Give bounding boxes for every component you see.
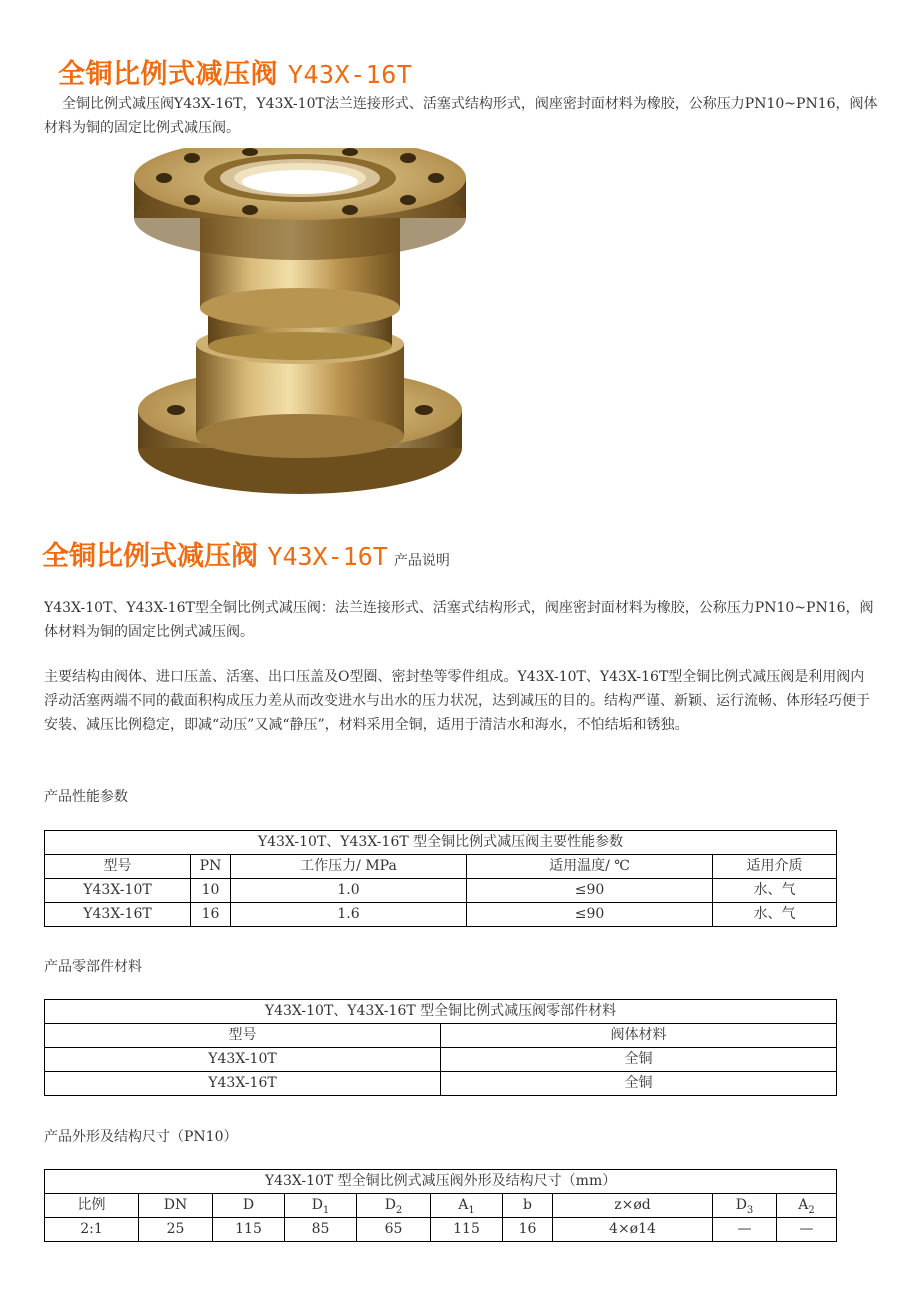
header-subscript: 1 [468,1204,475,1216]
materials-table [44,999,837,1096]
section-heading-materials: 产品零部件材料 [44,959,142,975]
table-caption: Y43X-10T 型全铜比例式减压阀外形及结构尺寸（mm） [45,1170,837,1194]
header-cell [285,1194,357,1218]
header-text: A [458,1197,469,1213]
header-subscript: 2 [808,1204,815,1216]
table-cell: — [777,1218,837,1242]
table-header-row [45,1194,837,1218]
header-cell [357,1194,431,1218]
title2-zh: 全铜比例式减压阀 [42,541,258,572]
table-cell: 10 [191,879,231,903]
table-cell: 2:1 [45,1218,139,1242]
header-cell [431,1194,503,1218]
table-row [45,1048,837,1072]
header-text: D [384,1197,396,1213]
table-cell: 115 [213,1218,285,1242]
page-title [58,52,412,91]
description-paragraph-1: Y43X-10T、Y43X-16T型全铜比例式减压阀：法兰连接形式、活塞式结构形式，阀座密封面材料为橡胶，公称压力PN10~PN16，阀体材料为铜的固定比例式减压阀。 [44,600,874,640]
header-cell: z×ød [553,1194,713,1218]
table-header-row [45,1024,837,1048]
title-model: Y43X-16T [287,60,413,89]
table-cell: 4×ø14 [553,1218,713,1242]
table-cell: 85 [285,1218,357,1242]
header-cell: 阀体材料 [441,1024,837,1048]
title2-model: Y43X-16T [267,542,388,571]
table-cell: — [713,1218,777,1242]
header-text: D [311,1197,323,1213]
title-zh: 全铜比例式减压阀 [58,59,278,90]
header-cell: b [503,1194,553,1218]
table-caption: Y43X-10T、Y43X-16T 型全铜比例式减压阀主要性能参数 [45,831,837,855]
table-cell: 水、气 [713,879,837,903]
table-row [45,903,837,927]
header-cell [713,1194,777,1218]
table-cell: ≤90 [467,879,713,903]
title2-suffix: 产品说明 [393,553,450,569]
table-row [45,1218,837,1242]
table-caption: Y43X-10T、Y43X-16T 型全铜比例式减压阀零部件材料 [45,1000,837,1024]
table-cell: Y43X-10T [45,1048,441,1072]
table-row [45,1072,837,1096]
header-cell: 型号 [45,1024,441,1048]
header-cell: PN [191,855,231,879]
table-row [45,879,837,903]
header-text: D [735,1197,747,1213]
header-cell: 型号 [45,855,191,879]
description-paragraph-2: 主要结构由阀体、进口压盖、活塞、出口压盖及O型圈、密封垫等零件组成。Y43X-10T、Y43X-16T型全铜比例式减压阀是利用阀内浮动活塞两端不同的截面积构成压力差从而改变进水与出水的压力状况，达到减压的目的。结构严谨、新颖、运行流畅、体形轻巧便于安装、减压比例稳定，即减“动压”又减“静压”，材料采用全铜，适用于清洁水和海水，不怕结垢和锈独。 [44,669,870,733]
header-subscript: 2 [395,1204,403,1216]
header-cell: 适用介质 [713,855,837,879]
header-cell: 工作压力/ MPa [231,855,467,879]
header-cell [777,1194,837,1218]
table-cell: 115 [431,1218,503,1242]
header-subscript: 1 [322,1204,330,1216]
performance-table [44,830,837,927]
table-cell: Y43X-16T [45,903,191,927]
table-cell: 1.0 [231,879,467,903]
header-cell: D [213,1194,285,1218]
header-cell: 比例 [45,1194,139,1218]
table-cell: 水、气 [713,903,837,927]
table-cell: Y43X-16T [45,1072,441,1096]
header-subscript: 3 [746,1204,754,1216]
header-cell: DN [139,1194,213,1218]
table-cell: 全铜 [441,1048,837,1072]
table-cell: 65 [357,1218,431,1242]
table-cell: 1.6 [231,903,467,927]
table-cell: 25 [139,1218,213,1242]
intro-paragraph: 全铜比例式减压阀Y43X-16T，Y43X-10T法兰连接形式、活塞式结构形式，阀座密封面材料为橡胶，公称压力PN10~PN16，阀体材料为铜的固定比例式减压阀。 [44,96,878,136]
table-cell: Y43X-10T [45,879,191,903]
section-heading-dimensions: 产品外形及结构尺寸（PN10） [44,1129,238,1145]
section-title [42,534,450,573]
table-cell: 16 [503,1218,553,1242]
table-header-row [45,855,837,879]
section-heading-performance: 产品性能参数 [44,789,128,805]
table-cell: ≤90 [467,903,713,927]
dimensions-table [44,1169,837,1242]
header-cell: 适用温度/ ℃ [467,855,713,879]
header-text: A [798,1197,809,1213]
valve-product-photo [130,148,470,500]
table-cell: 16 [191,903,231,927]
table-cell: 全铜 [441,1072,837,1096]
